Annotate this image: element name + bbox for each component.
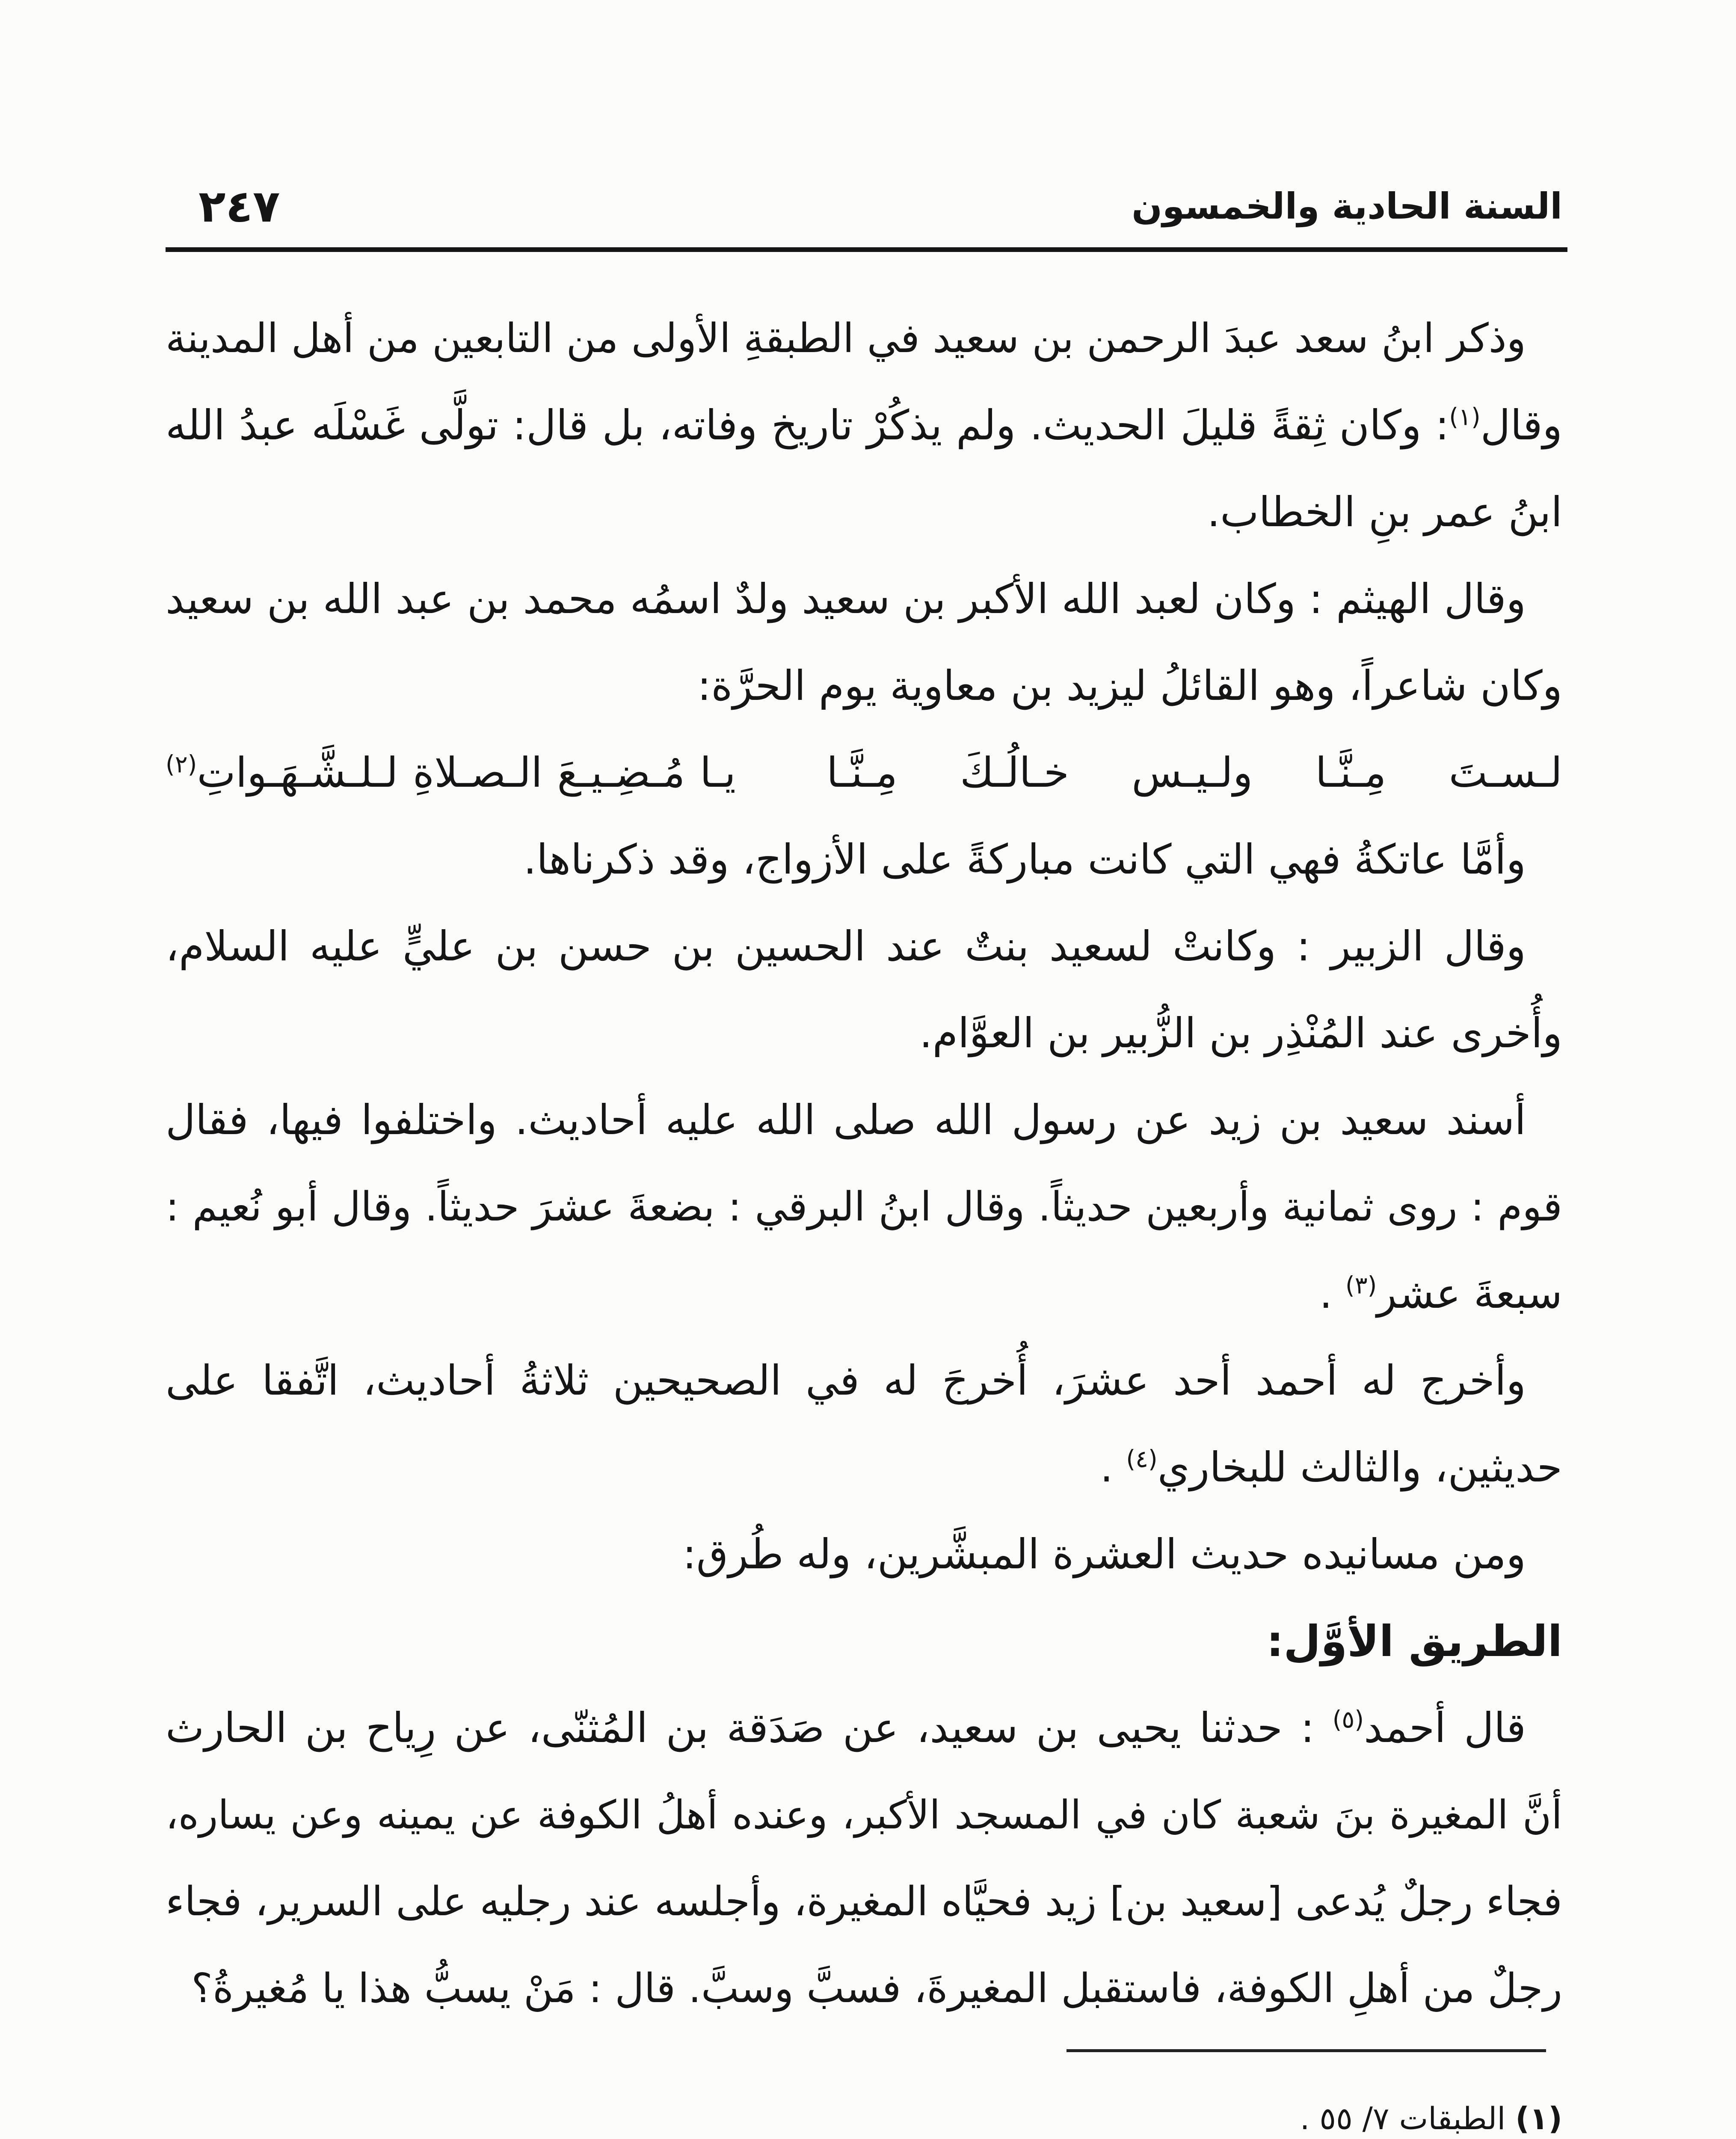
footnotes xyxy=(166,2087,1562,2139)
text-line: وقال الزبير : وكانتْ لسعيد بنتٌ عند الحسين بن حسن بن عليٍّ عليه السلام، xyxy=(166,922,1526,970)
footnote-marker: (٢) xyxy=(166,750,197,779)
footnote-text: الطبقات ٧/ ٥٥ . xyxy=(1300,2100,1506,2136)
text-line: حديثين، والثالث للبخاري$^{(٤)}$ . xyxy=(1100,1443,1562,1491)
text-line: أنَّ المغيرة بنَ شعبة كان في المسجد الأكبر، وعنده أهلُ الكوفة عن يمينه وعن يساره، xyxy=(166,1792,1562,1838)
text-line: وذكر ابنُ سعد عبدَ الرحمن بن سعيد في الطبقةِ الأولى من التابعين من أهل المدينة xyxy=(166,315,1526,362)
text-line: وأُخرى عند المُنْذِر بن الزُّبير بن العوَّام. xyxy=(919,1009,1562,1057)
footnote-marker: (٥) xyxy=(1332,1706,1364,1734)
paragraph xyxy=(166,816,1562,903)
footnote-marker: (٣) xyxy=(1345,1271,1377,1300)
running-header xyxy=(166,180,1562,233)
running-title: السنة الحادية والخمسون xyxy=(1132,185,1562,227)
text-line: رجلٌ من أهلِ الكوفة، فاستقبل المغيرةَ، فسبَّ وسبَّ. قال : مَنْ يسبُّ هذا يا مُغيرةُ؟ xyxy=(191,1965,1562,2012)
text-line: وأخرج له أحمد أحد عشرَ، أُخرجَ له في الصحيحين ثلاثةُ أحاديث، اتَّفقا على xyxy=(166,1357,1526,1404)
text-line: ومن مسانيده حديث العشرة المبشَّرين، وله طُرق: xyxy=(682,1530,1526,1578)
paragraph xyxy=(166,1337,1562,1511)
hemistich: يـا مُـضِـيـعَ الـصـلاةِ لـلـشَّـهَـواتِ$^{(٢)}$ xyxy=(166,749,736,797)
footnote-separator xyxy=(1066,2049,1546,2052)
paragraph xyxy=(166,1511,1562,1598)
text-line: وكان شاعراً، وهو القائلُ ليزيد بن معاوية يوم الحرَّة: xyxy=(697,662,1562,710)
footnote xyxy=(166,2087,1562,2139)
text-line: قال أحمد$^{(٥)}$ : حدثنا يحيى بن سعيد، عن صَدَقة بن المُثنّى، عن رِياح بن الحارث xyxy=(166,1704,1526,1752)
footnote-marker: (٤) xyxy=(1126,1445,1158,1473)
text-line: وقال$^{(١)}$: وكان ثِقةً قليلَ الحديث. ولم يذكُرْ تاريخ وفاته، بل قال: تولَّى غَسْلَه عبدُ الله xyxy=(166,401,1562,449)
text-line: أسند سعيد بن زيد عن رسول الله صلى الله عليه أحاديث. واختلفوا فيها، فقال xyxy=(166,1096,1526,1144)
text-line: وأمَّا عاتكةُ فهي التي كانت مباركةً على الأزواج، وقد ذكرناها. xyxy=(523,835,1526,883)
paragraph xyxy=(166,1077,1562,1337)
paragraph xyxy=(166,903,1562,1077)
text-line: قوم : روى ثمانية وأربعين حديثاً. وقال ابنُ البرقي : بضعةَ عشرَ حديثاً. وقال أبو نُعيم : xyxy=(166,1184,1562,1230)
paragraph xyxy=(166,1685,1562,2032)
hemistich: لـسـتَ مِـنَّـا ولـيـس خـالُـكَ مِـنَّـا xyxy=(827,749,1562,797)
footnote-number: (١) xyxy=(1515,2100,1562,2136)
body-text xyxy=(166,295,1562,2032)
text-line: فجاء رجلٌ يُدعى [سعيد بن] زيد فحيَّاه المغيرة، وأجلسه عند رجليه على السرير، فجاء xyxy=(166,1878,1562,1925)
footnote-marker: (١) xyxy=(1449,403,1481,431)
paragraph xyxy=(166,295,1562,556)
header-rule xyxy=(166,247,1567,252)
text-line: ابنُ عمر بنِ الخطاب. xyxy=(1207,488,1562,536)
text-line: وقال الهيثم : وكان لعبد الله الأكبر بن سعيد ولدٌ اسمُه محمد بن عبد الله بن سعيد xyxy=(166,575,1526,623)
text-line: سبعةَ عشر$^{(٣)}$ . xyxy=(1319,1270,1562,1318)
paragraph xyxy=(166,556,1562,729)
footnote-line xyxy=(166,2087,1562,2139)
page-number: ٢٤٧ xyxy=(198,180,280,232)
verse-line xyxy=(166,729,1562,816)
section-heading: الطريق الأوَّل: xyxy=(1266,1616,1562,1666)
